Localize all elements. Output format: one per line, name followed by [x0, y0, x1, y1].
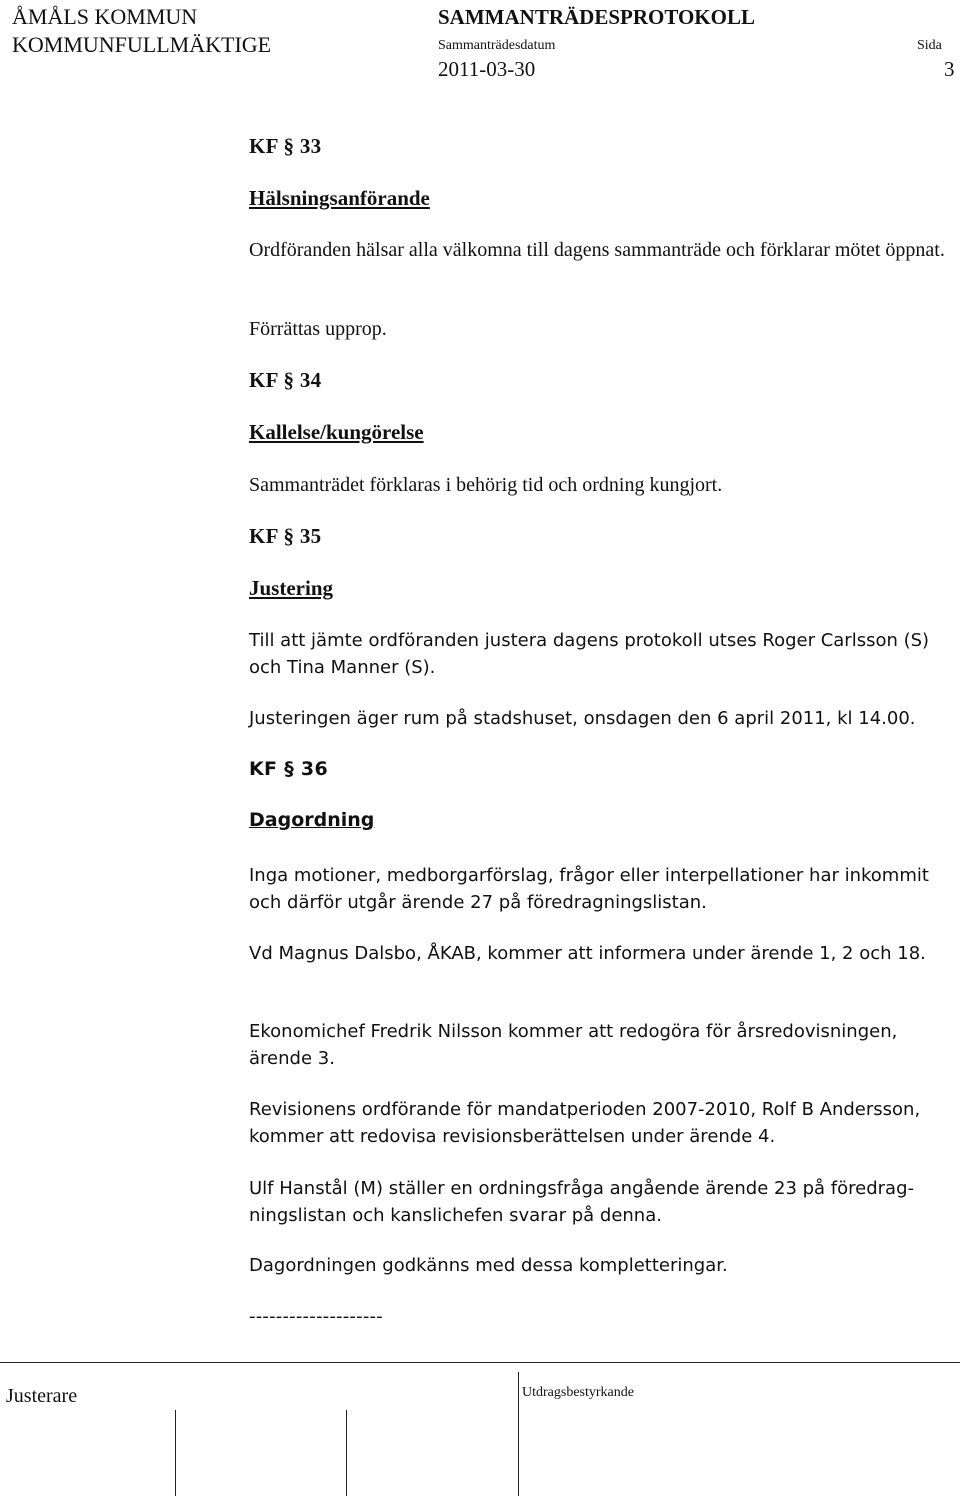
extract-certification-label: Utdragsbestyrkande [522, 1385, 634, 1400]
page-label: Sida [917, 38, 942, 53]
section-number-kf34: KF § 34 [249, 368, 322, 392]
paragraph-kf36-1: Inga motioner, medborgarförslag, frågor eller interpellationer har inkommit och därför utgår ärende 27 på föredragningslistan. [249, 865, 929, 913]
paragraph-kf35-1: Till att jämte ordföranden justera dagens protokoll utses Roger Carlsson (S) och Tina Manner (S). [249, 630, 930, 678]
section-heading-kf35: Justering [249, 576, 333, 600]
paragraph-kf33-1: Ordföranden hälsar alla välkomna till dagens sammanträde och förklarar mötet öppnat. [249, 239, 945, 261]
paragraph-kf36-3: Ekonomichef Fredrik Nilsson kommer att redogöra för årsredovisningen, ärende 3. [249, 1021, 898, 1069]
footer-rule [0, 1362, 960, 1363]
section-heading-kf36: Dagordning [249, 809, 375, 831]
signature-divider-2 [346, 1410, 347, 1496]
signers-label: Justerare [6, 1385, 78, 1407]
paragraph-kf36-5: Ulf Hanstål (M) ställer en ordningsfråga angående ärende 23 på föredrag-ningslistan och kanslichefen svarar på denna. [249, 1178, 914, 1226]
section-separator: -------------------- [249, 1306, 383, 1327]
paragraph-kf36-4: Revisionens ordförande för mandatperioden 2007-2010, Rolf B Andersson, kommer att redovisa revisionsberättelsen under ärende 4. [249, 1099, 921, 1147]
section-number-kf36: KF § 36 [249, 758, 328, 780]
paragraph-kf34-1: Sammanträdet förklaras i behörig tid och ordning kungjort. [249, 474, 723, 496]
section-number-kf35: KF § 35 [249, 524, 322, 548]
document-type: SAMMANTRÄDESPROTOKOLL [438, 5, 755, 29]
council-name: KOMMUNFULLMÄKTIGE [12, 32, 272, 57]
signature-divider-1 [175, 1410, 176, 1496]
paragraph-kf36-6: Dagordningen godkänns med dessa kompletteringar. [249, 1255, 728, 1276]
paragraph-kf35-2: Justeringen äger rum på stadshuset, onsdagen den 6 april 2011, kl 14.00. [249, 708, 916, 729]
page-number: 3 [944, 57, 955, 81]
meeting-date-label: Sammanträdesdatum [438, 38, 556, 53]
meeting-date: 2011-03-30 [438, 57, 536, 81]
signature-divider-3 [518, 1372, 519, 1496]
section-heading-kf34: Kallelse/kungörelse [249, 420, 424, 444]
section-number-kf33: KF § 33 [249, 134, 322, 158]
paragraph-kf33-2: Förrättas upprop. [249, 318, 387, 340]
paragraph-kf36-2: Vd Magnus Dalsbo, ÅKAB, kommer att informera under ärende 1, 2 och 18. [249, 943, 926, 964]
municipality-name: ÅMÅLS KOMMUN [12, 4, 198, 29]
section-heading-kf33: Hälsningsanförande [249, 186, 430, 210]
